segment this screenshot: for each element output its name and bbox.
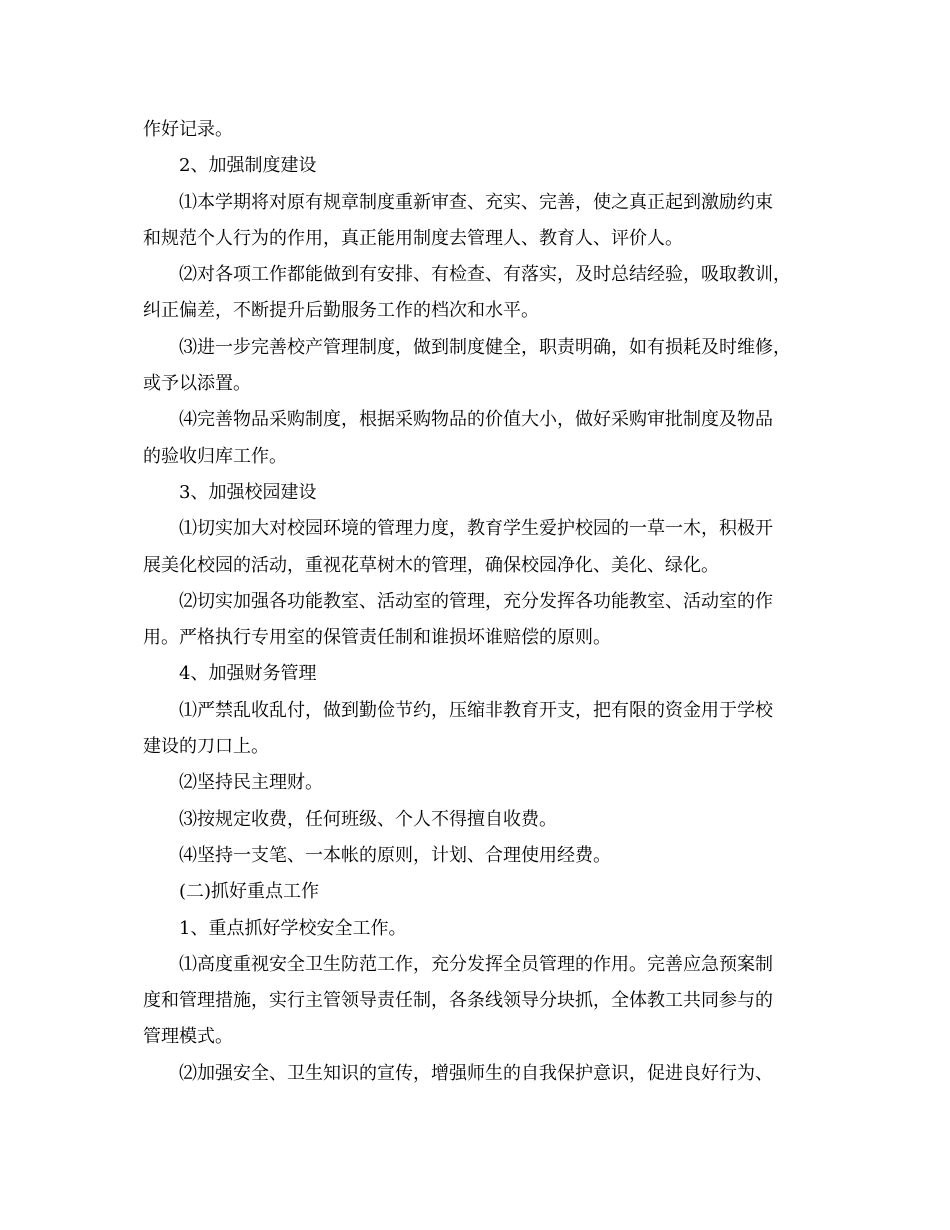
text-line: ⑶进一步完善校产管理制度，做到制度健全，职责明确，如有损耗及时维修， (179, 336, 791, 358)
text-line: ⑵加强安全、卫生知识的宣传，增强师生的自我保护意识，促进良好行为、 (179, 1062, 773, 1084)
text-line: ⑵坚持民主理财。 (179, 772, 323, 794)
document-body (143, 112, 808, 1092)
text-line: ⑵对各项工作都能做到有安排、有检查、有落实，及时总结经验，吸取教训， (179, 264, 791, 286)
text-line: 度和管理措施，实行主管领导责任制，各条线领导分块抓，全体教工共同参与的 (143, 990, 773, 1012)
text-line: 1、重点抓好学校安全工作。 (179, 917, 407, 939)
text-line: ⑴严禁乱收乱付，做到勤俭节约，压缩非教育开支，把有限的资金用于学校 (179, 699, 773, 721)
text-line: 纠正偏差，不断提升后勤服务工作的档次和水平。 (143, 300, 539, 322)
text-line: 和规范个人行为的作用，真正能用制度去管理人、教育人、评价人。 (143, 227, 683, 249)
text-line: 展美化校园的活动，重视花草树木的管理，确保校园净化、美化、绿化。 (143, 554, 719, 576)
text-line: (二)抓好重点工作 (179, 881, 320, 903)
text-line: ⑶按规定收费，任何班级、个人不得擅自收费。 (179, 808, 557, 830)
text-line: 用。严格执行专用室的保管责任制和谁损坏谁赔偿的原则。 (143, 627, 611, 649)
text-line: ⑴本学期将对原有规章制度重新审查、充实、完善，使之真正起到激励约束 (179, 191, 773, 213)
text-line: 4、加强财务管理 (179, 663, 317, 685)
text-line: ⑵切实加强各功能教室、活动室的管理，充分发挥各功能教室、活动室的作 (179, 590, 773, 612)
text-line: 的验收归库工作。 (143, 445, 287, 467)
text-line: 建设的刀口上。 (143, 736, 269, 758)
text-line: 3、加强校园建设 (179, 481, 317, 503)
text-line: 或予以添置。 (143, 373, 251, 395)
text-line: 2、加强制度建设 (179, 155, 317, 177)
text-line: ⑷坚持一支笔、一本帐的原则，计划、合理使用经费。 (179, 844, 611, 866)
text-line: ⑷完善物品采购制度，根据采购物品的价值大小，做好采购审批制度及物品 (179, 409, 773, 431)
text-line: ⑴高度重视安全卫生防范工作，充分发挥全员管理的作用。完善应急预案制 (179, 953, 773, 975)
text-line: 作好记录。 (143, 119, 233, 140)
text-line: ⑴切实加大对校园环境的管理力度，教育学生爱护校园的一草一木，积极开 (179, 518, 773, 540)
text-line: 管理模式。 (143, 1026, 233, 1048)
